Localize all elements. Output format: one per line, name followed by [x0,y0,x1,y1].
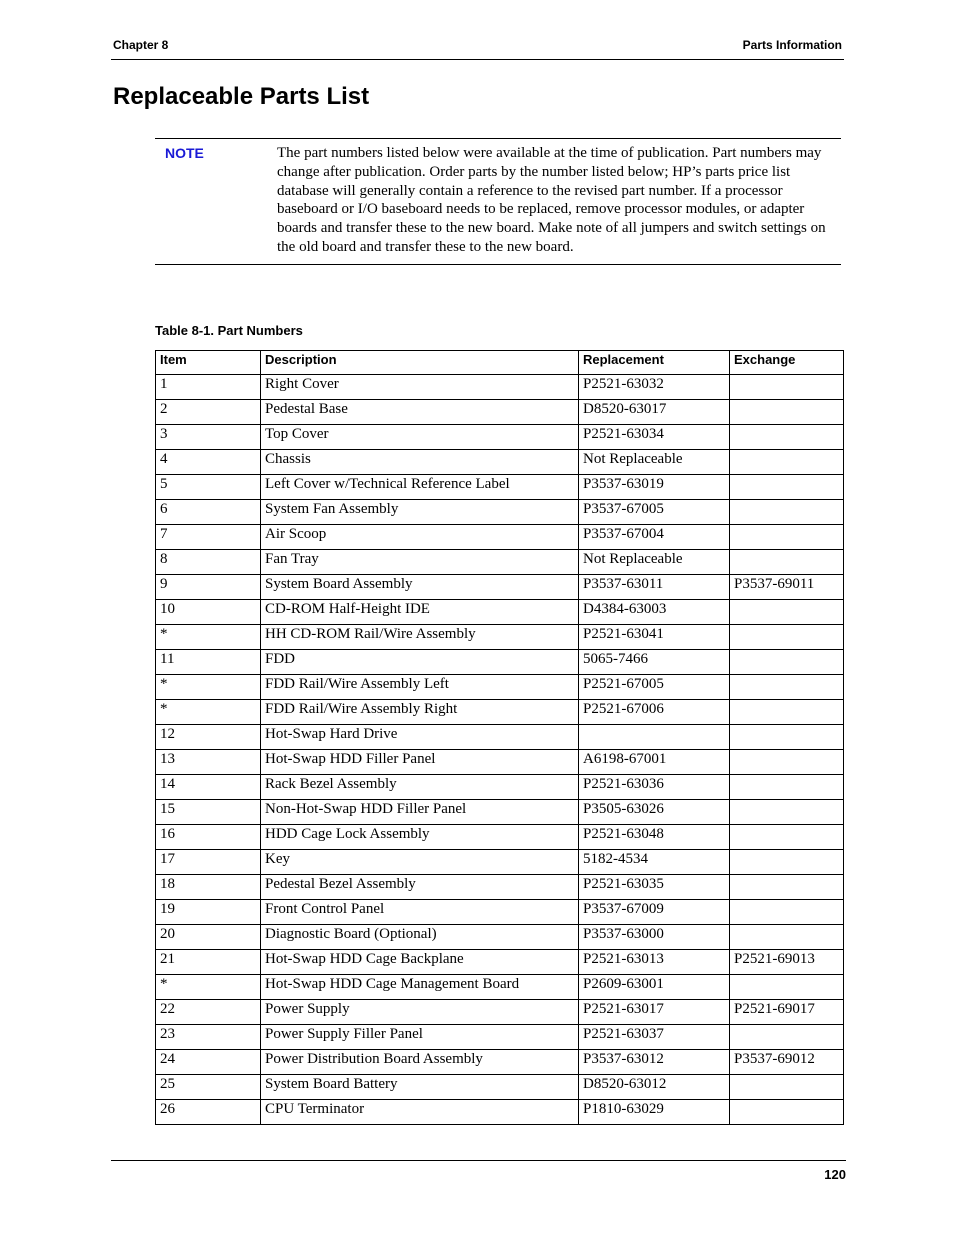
exchange-cell [730,925,844,950]
table-row [156,400,844,425]
exchange-cell [730,475,844,500]
replacement-cell: D8520-63012 [579,1075,730,1100]
table-row [156,475,844,500]
replacement-cell: P2521-63037 [579,1025,730,1050]
replacement-cell: 5182-4534 [579,850,730,875]
replacement-cell: A6198-67001 [579,750,730,775]
description-cell: Hot-Swap Hard Drive [261,725,579,750]
description-cell: Diagnostic Board (Optional) [261,925,579,950]
table-row [156,950,844,975]
table-row [156,1075,844,1100]
exchange-cell [730,450,844,475]
item-cell: 7 [156,525,261,550]
item-cell: 19 [156,900,261,925]
description-cell: Non-Hot-Swap HDD Filler Panel [261,800,579,825]
replacement-cell: P3537-63012 [579,1050,730,1075]
item-cell: 18 [156,875,261,900]
table-row [156,775,844,800]
replacement-cell: P2521-63036 [579,775,730,800]
table-row [156,1050,844,1075]
description-cell: Rack Bezel Assembly [261,775,579,800]
table-row [156,800,844,825]
table-row [156,1000,844,1025]
table-row [156,675,844,700]
replacement-cell: P3537-63019 [579,475,730,500]
replacement-cell: P2521-63041 [579,625,730,650]
note-box [155,138,841,265]
replacement-cell: P2521-63017 [579,1000,730,1025]
description-cell: Hot-Swap HDD Filler Panel [261,750,579,775]
exchange-cell [730,500,844,525]
chapter-label: Chapter 8 [113,38,169,52]
table-row [156,875,844,900]
description-cell: CPU Terminator [261,1100,579,1125]
replacement-cell: Not Replaceable [579,450,730,475]
replacement-cell: P3537-63011 [579,575,730,600]
item-cell: 23 [156,1025,261,1050]
column-header-exchange: Exchange [730,351,844,375]
table-header-row [156,351,844,375]
replacement-cell: Not Replaceable [579,550,730,575]
item-cell: 9 [156,575,261,600]
description-cell: Fan Tray [261,550,579,575]
item-cell: * [156,675,261,700]
replacement-cell: D4384-63003 [579,600,730,625]
table-row [156,375,844,400]
table-row [156,900,844,925]
replacement-cell: P3537-67004 [579,525,730,550]
exchange-cell: P2521-69017 [730,1000,844,1025]
table-row [156,925,844,950]
replacement-cell: P3505-63026 [579,800,730,825]
exchange-cell: P3537-69012 [730,1050,844,1075]
description-cell: HH CD-ROM Rail/Wire Assembly [261,625,579,650]
item-cell: 4 [156,450,261,475]
exchange-cell [730,1100,844,1125]
item-cell: 13 [156,750,261,775]
replacement-cell [579,725,730,750]
item-cell: 8 [156,550,261,575]
description-cell: Chassis [261,450,579,475]
replacement-cell: P2521-63034 [579,425,730,450]
replacement-cell: P2609-63001 [579,975,730,1000]
column-header-replacement: Replacement [579,351,730,375]
description-cell: Key [261,850,579,875]
description-cell: Power Distribution Board Assembly [261,1050,579,1075]
table-row [156,700,844,725]
item-cell: 12 [156,725,261,750]
section-label: Parts Information [742,38,842,52]
item-cell: 22 [156,1000,261,1025]
table-row [156,750,844,775]
replacement-cell: P2521-67006 [579,700,730,725]
exchange-cell [730,700,844,725]
table-row [156,425,844,450]
description-cell: System Board Battery [261,1075,579,1100]
exchange-cell [730,900,844,925]
replacement-cell: 5065-7466 [579,650,730,675]
running-header [111,38,844,60]
item-cell: 1 [156,375,261,400]
table-row [156,1025,844,1050]
table-row [156,975,844,1000]
replacement-cell: P2521-67005 [579,675,730,700]
table-row [156,575,844,600]
exchange-cell [730,675,844,700]
item-cell: 14 [156,775,261,800]
parts-table [155,350,844,1125]
description-cell: Hot-Swap HDD Cage Management Board [261,975,579,1000]
item-cell: * [156,975,261,1000]
page-title: Replaceable Parts List [113,83,370,110]
exchange-cell [730,800,844,825]
description-cell: Left Cover w/Technical Reference Label [261,475,579,500]
exchange-cell [730,750,844,775]
item-cell: 15 [156,800,261,825]
item-cell: 10 [156,600,261,625]
exchange-cell [730,725,844,750]
item-cell: * [156,700,261,725]
description-cell: Right Cover [261,375,579,400]
note-label: NOTE [165,145,204,161]
table-row [156,550,844,575]
description-cell: System Fan Assembly [261,500,579,525]
table-row [156,500,844,525]
description-cell: Front Control Panel [261,900,579,925]
exchange-cell [730,850,844,875]
exchange-cell: P3537-69011 [730,575,844,600]
description-cell: Air Scoop [261,525,579,550]
column-header-description: Description [261,351,579,375]
table-row [156,725,844,750]
description-cell: Power Supply [261,1000,579,1025]
description-cell: Pedestal Bezel Assembly [261,875,579,900]
item-cell: 17 [156,850,261,875]
table-caption: Table 8-1. Part Numbers [155,323,303,338]
column-header-item: Item [156,351,261,375]
exchange-cell [730,975,844,1000]
exchange-cell [730,1075,844,1100]
exchange-cell [730,775,844,800]
replacement-cell: P3537-67009 [579,900,730,925]
exchange-cell [730,825,844,850]
page-number: 120 [824,1167,846,1182]
replacement-cell: P1810-63029 [579,1100,730,1125]
note-text: The part numbers listed below were available at the time of publication. Part numbers may change after publication. Order parts by the number listed below; HP’s parts price list database will generally contain a reference to the revised part number. If a processor baseboard or I/O baseboard needs to be replaced, remove processor modules, or adapter boards and transfer these to the new board. Make note of all jumpers and switch settings on the old board and transfer these to the new board. [277,145,826,255]
table-row [156,600,844,625]
replacement-cell: P3537-63000 [579,925,730,950]
replacement-cell: P3537-67005 [579,500,730,525]
replacement-cell: P2521-63035 [579,875,730,900]
exchange-cell [730,525,844,550]
exchange-cell [730,875,844,900]
table-row [156,525,844,550]
table-row [156,625,844,650]
exchange-cell [730,650,844,675]
item-cell: 21 [156,950,261,975]
parts-table-body [156,375,844,1125]
exchange-cell: P2521-69013 [730,950,844,975]
replacement-cell: D8520-63017 [579,400,730,425]
table-row [156,450,844,475]
item-cell: 25 [156,1075,261,1100]
exchange-cell [730,400,844,425]
item-cell: 24 [156,1050,261,1075]
exchange-cell [730,1025,844,1050]
replacement-cell: P2521-63032 [579,375,730,400]
item-cell: 26 [156,1100,261,1125]
description-cell: Pedestal Base [261,400,579,425]
description-cell: System Board Assembly [261,575,579,600]
table-row [156,1100,844,1125]
item-cell: 20 [156,925,261,950]
description-cell: FDD Rail/Wire Assembly Right [261,700,579,725]
replacement-cell: P2521-63048 [579,825,730,850]
replacement-cell: P2521-63013 [579,950,730,975]
description-cell: Top Cover [261,425,579,450]
table-row [156,850,844,875]
exchange-cell [730,375,844,400]
item-cell: 3 [156,425,261,450]
exchange-cell [730,550,844,575]
description-cell: FDD Rail/Wire Assembly Left [261,675,579,700]
description-cell: Power Supply Filler Panel [261,1025,579,1050]
description-cell: HDD Cage Lock Assembly [261,825,579,850]
exchange-cell [730,425,844,450]
item-cell: 11 [156,650,261,675]
exchange-cell [730,625,844,650]
description-cell: FDD [261,650,579,675]
item-cell: 16 [156,825,261,850]
running-footer [111,1160,846,1185]
description-cell: CD-ROM Half-Height IDE [261,600,579,625]
exchange-cell [730,600,844,625]
item-cell: 6 [156,500,261,525]
item-cell: 2 [156,400,261,425]
item-cell: * [156,625,261,650]
description-cell: Hot-Swap HDD Cage Backplane [261,950,579,975]
item-cell: 5 [156,475,261,500]
table-row [156,650,844,675]
table-row [156,825,844,850]
